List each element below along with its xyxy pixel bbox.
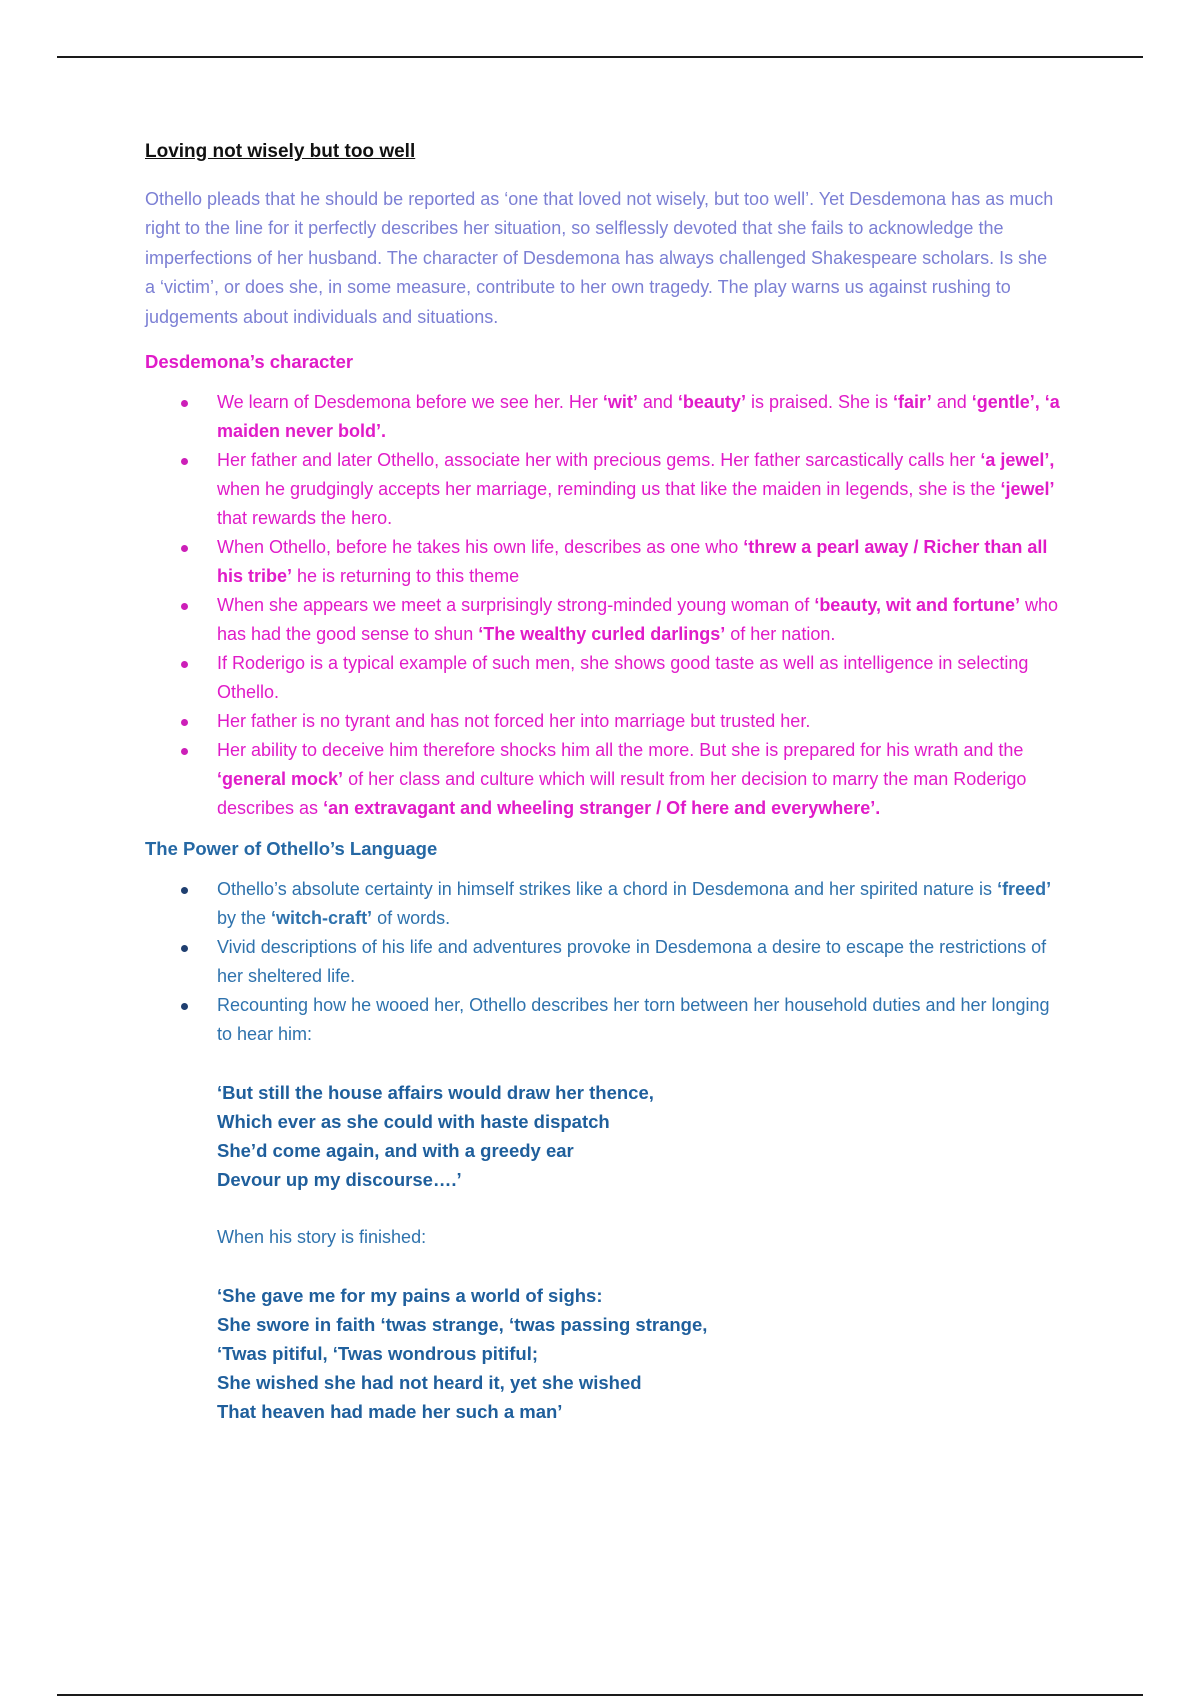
quote-line: ‘Twas pitiful, ‘Twas wondrous pitiful; bbox=[217, 1343, 538, 1365]
bullet-icon bbox=[181, 661, 188, 668]
bullet-icon bbox=[181, 545, 188, 552]
document-title: Loving not wisely but too well bbox=[145, 141, 416, 162]
list-item: When Othello, before he takes his own life, describes as one who ‘threw a pearl away / Richer than all his tribe’ he is returning to this theme bbox=[145, 533, 1060, 591]
quote-line: ‘But still the house affairs would draw her thence, bbox=[217, 1082, 654, 1104]
quote-line: Which ever as she could with haste dispatch bbox=[217, 1111, 610, 1133]
bullet-icon bbox=[181, 603, 188, 610]
power-of-language-list bbox=[145, 875, 1060, 1049]
bullet-icon bbox=[181, 945, 188, 952]
section-heading-desdemona-character: Desdemona’s character bbox=[145, 351, 354, 373]
bullet-icon bbox=[181, 887, 188, 894]
intro-paragraph: Othello pleads that he should be reported as ‘one that loved not wisely, but too well’. Yet Desdemona has as much right to the line for it perfectly describes her situation, so selflessly devoted that she fails to acknowledge the imperfections of her husband. The character of Desdemona has always challenged Shakespeare scholars. Is she a ‘victim’, or does she, in some measure, contribute to her own tragedy. The play warns us against rushing to judgements about individuals and situations. bbox=[145, 188, 1054, 327]
quote-line: ‘She gave me for my pains a world of sighs: bbox=[217, 1285, 603, 1307]
header-rule bbox=[57, 56, 1143, 58]
list-item: Recounting how he wooed her, Othello describes her torn between her household duties and her longing to hear him: bbox=[145, 991, 1060, 1049]
list-item: Vivid descriptions of his life and adventures provoke in Desdemona a desire to escape the restrictions of her sheltered life. bbox=[145, 933, 1060, 991]
bullet-icon bbox=[181, 719, 188, 726]
bullet-icon bbox=[181, 1003, 188, 1010]
bullet-icon bbox=[181, 400, 188, 407]
list-item: Her father and later Othello, associate her with precious gems. Her father sarcastically calls her ‘a jewel’, when he grudgingly accepts her marriage, reminding us that like the maiden in legends, she is the ‘jewel’ that rewards the hero. bbox=[145, 446, 1060, 533]
quote-line: Devour up my discourse….’ bbox=[217, 1169, 462, 1191]
list-item: We learn of Desdemona before we see her. Her ‘wit’ and ‘beauty’ is praised. She is ‘fair’ and ‘gentle’, ‘a maiden never bold’. bbox=[145, 388, 1060, 446]
footer-rule bbox=[57, 1694, 1143, 1696]
section-heading-power-of-language: The Power of Othello’s Language bbox=[145, 838, 438, 860]
list-item: Her ability to deceive him therefore shocks him all the more. But she is prepared for his wrath and the ‘general mock’ of her class and culture which will result from her decision to marry the man Roderigo describes as ‘an extravagant and wheeling stranger / Of here and everywhere’. bbox=[145, 736, 1060, 823]
quote-world-of-sighs bbox=[217, 1281, 1060, 1426]
bullet-icon bbox=[181, 458, 188, 465]
story-finished-note: When his story is finished: bbox=[217, 1227, 427, 1248]
bullet-icon bbox=[181, 748, 188, 755]
quote-line: She’d come again, and with a greedy ear bbox=[217, 1140, 574, 1162]
desdemona-character-list bbox=[145, 388, 1060, 823]
list-item: If Roderigo is a typical example of such men, she shows good taste as well as intelligence in selecting Othello. bbox=[145, 649, 1060, 707]
quote-line: She wished she had not heard it, yet she wished bbox=[217, 1372, 642, 1394]
list-item: Othello’s absolute certainty in himself strikes like a chord in Desdemona and her spirited nature is ‘freed’ by the ‘witch-craft’ of words. bbox=[145, 875, 1060, 933]
list-item: Her father is no tyrant and has not forced her into marriage but trusted her. bbox=[145, 707, 1060, 736]
quote-house-affairs bbox=[217, 1078, 1060, 1194]
page-content bbox=[145, 140, 1060, 1426]
quote-line: That heaven had made her such a man’ bbox=[217, 1401, 563, 1423]
list-item: When she appears we meet a surprisingly strong-minded young woman of ‘beauty, wit and fortune’ who has had the good sense to shun ‘The wealthy curled darlings’ of her nation. bbox=[145, 591, 1060, 649]
quote-line: She swore in faith ‘twas strange, ‘twas passing strange, bbox=[217, 1314, 708, 1336]
